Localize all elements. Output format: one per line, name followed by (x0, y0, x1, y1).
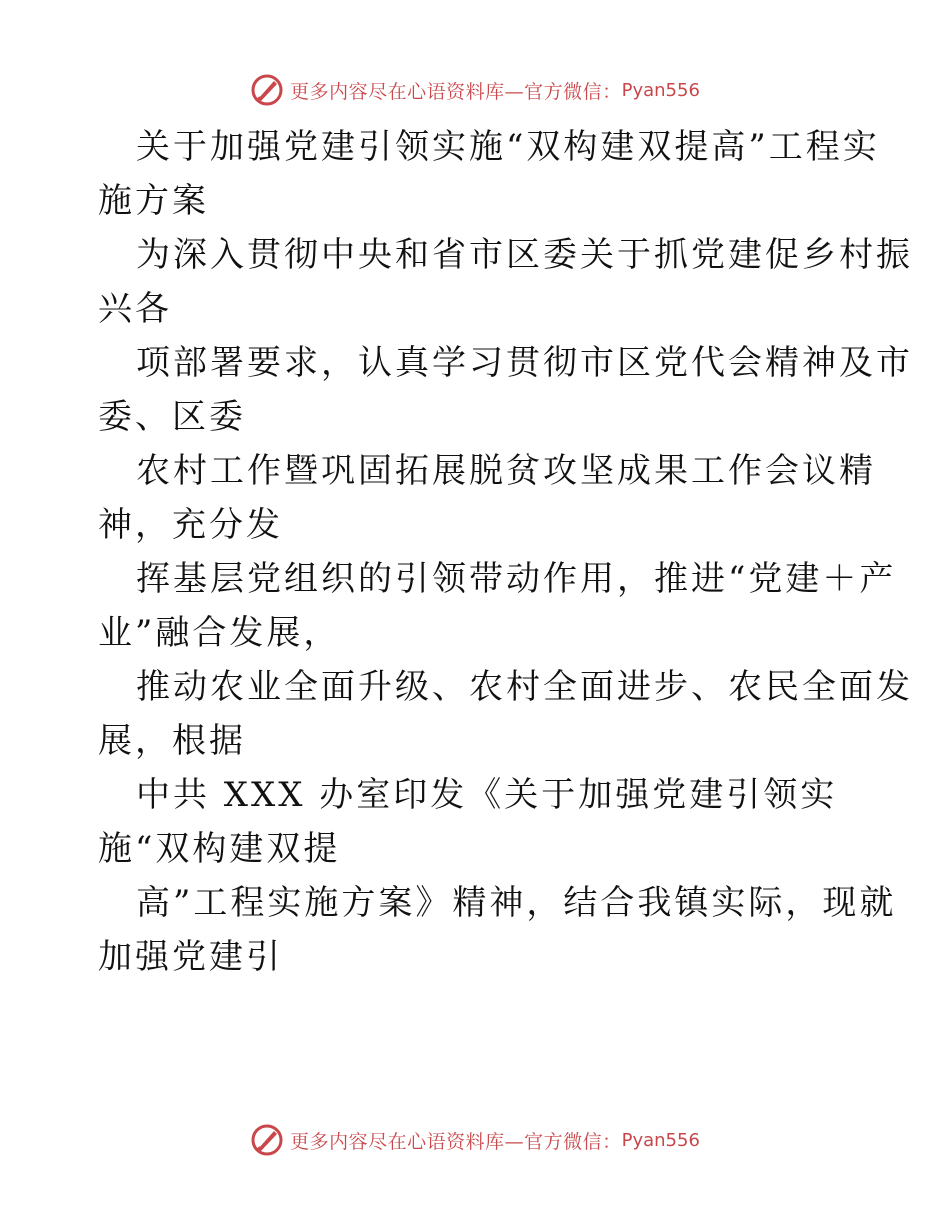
feather-pen-icon (250, 1123, 284, 1157)
text-line: 为深入贯彻中央和省市区委关于抓党建促乡村振 (136, 235, 913, 275)
text-line: 加强党建引 (98, 937, 283, 977)
footer-banner (0, 1120, 950, 1160)
text-line: 挥基层党组织的引领带动作用，推进“党建＋产 (136, 559, 897, 599)
header-banner (0, 70, 950, 110)
text-line: 神，充分发 (98, 505, 283, 545)
text-line: 施“双构建双提 (98, 829, 341, 869)
text-line: 施方案 (98, 181, 209, 221)
text-line: 中共 XXX 办室印发《关于加强党建引领实 (136, 775, 838, 815)
text-line: 农村工作暨巩固拓展脱贫攻坚成果工作会议精 (136, 451, 876, 491)
text-line: 展，根据 (98, 721, 246, 761)
document-body (98, 120, 913, 984)
text-line: 委、区委 (98, 397, 246, 437)
promo-text: 更多内容尽在心语资料库—官方微信： (290, 1130, 622, 1153)
wechat-id: Pyan556 (621, 79, 700, 101)
feather-pen-icon (250, 73, 284, 107)
text-line: 兴各 (98, 289, 172, 329)
text-line: 业”融合发展， (98, 613, 341, 653)
text-line: 高”工程实施方案》精神，结合我镇实际，现就 (136, 883, 897, 923)
text-line: 推动农业全面升级、农村全面进步、农民全面发 (136, 667, 913, 707)
wechat-id: Pyan556 (621, 1129, 700, 1151)
promo-text: 更多内容尽在心语资料库—官方微信： (290, 80, 622, 103)
text-line: 项部署要求，认真学习贯彻市区党代会精神及市 (136, 343, 913, 383)
text-line: 关于加强党建引领实施“双构建双提高”工程实 (136, 127, 880, 167)
